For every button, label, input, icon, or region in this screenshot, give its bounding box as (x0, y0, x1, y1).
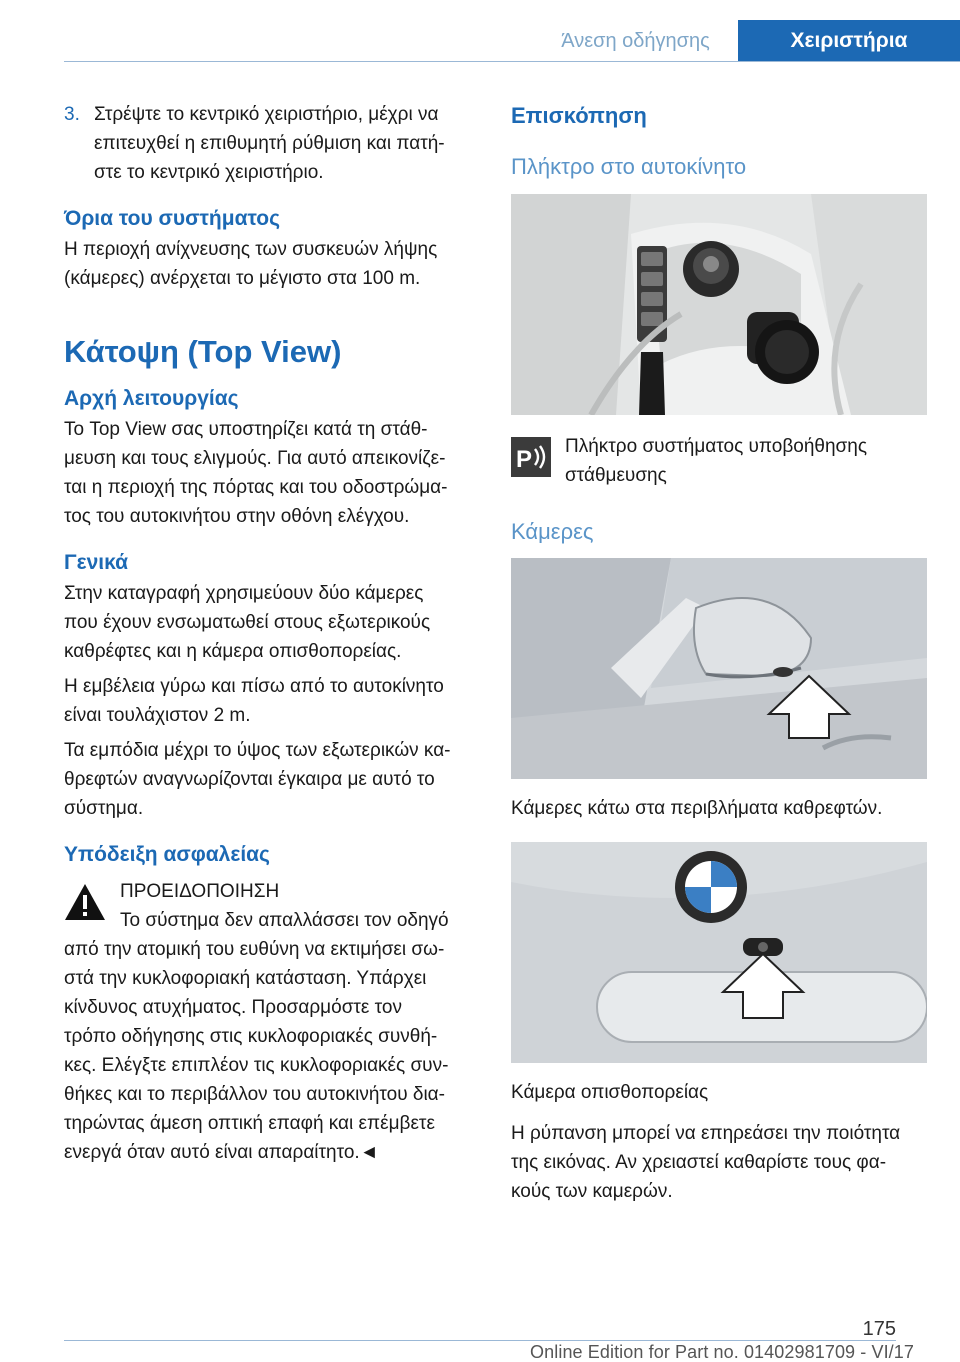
button-heading: Πλήκτρο στο αυτοκίνητο (511, 154, 747, 179)
step-line: στε το κεντρικό χειριστήριο. (94, 162, 324, 183)
general-line: είναι τουλάχιστον 2 m. (64, 705, 251, 726)
general-line: καθρέφτες και η κάμερα οπισθοπορείας. (64, 641, 402, 662)
general-line: Στην καταγραφή χρησιμεύουν δύο κάμερες (64, 583, 424, 604)
rear-caption: Κάμερα οπισθοπορείας (511, 1082, 709, 1103)
warning-line: ενεργά όταν αυτό είναι απαραίτητο.◄ (64, 1142, 379, 1163)
warning-block (64, 877, 476, 1167)
dirt-line: κούς των καμερών. (511, 1181, 673, 1202)
mirror-camera-photo (511, 558, 927, 779)
warning-line: θήκες και το περιβάλλον του αυτοκινήτου δια- (64, 1084, 445, 1105)
overview-heading: Επισκόπηση (511, 103, 647, 128)
left-column (64, 100, 476, 1167)
button-caption-line: Πλήκτρο συστήματος υποβοήθησης (565, 436, 867, 457)
topview-heading: Κάτοψη (Top View) (64, 334, 342, 369)
step-line: επιτευχθεί η επιθυμητή ρύθμιση και πατή- (94, 133, 445, 154)
edition-label: Online Edition for Part no. 01402981709 - VI/17 (530, 1342, 914, 1362)
safety-heading: Υπόδειξη ασφαλείας (64, 843, 270, 866)
mirror-caption: Κάμερες κάτω στα περιβλήματα καθρεφτών. (511, 798, 883, 819)
console-photo (511, 194, 927, 415)
button-caption-line: στάθμευσης (565, 465, 667, 486)
park-assist-button-icon (511, 437, 551, 477)
limits-line: (κάμερες) ανέρχεται το μέγιστο στα 100 m. (64, 268, 421, 289)
page-number: 175 (862, 1318, 896, 1340)
dirt-line: της εικόνας. Αν χρειαστεί καθαρίστε τους φα- (511, 1152, 887, 1173)
warning-line: στά την κυκλοφοριακή κατάσταση. Υπάρχει (64, 968, 427, 989)
warning-line: κες. Ελέγξτε επιπλέον τις κυκλοφοριακές συν- (64, 1055, 449, 1076)
rear-camera-photo (511, 842, 927, 1063)
principle-line: Το Top View σας υποστηρίζει κατά τη στάθ- (64, 419, 428, 440)
step-item (64, 100, 476, 187)
limits-heading: Όρια του συστήματος (64, 207, 281, 230)
principle-line: τος του αυτοκινήτου στην οθόνη ελέγχου. (64, 506, 410, 527)
principle-line: μευση και τους ελιγμούς. Για αυτό απεικονίζε- (64, 448, 446, 469)
header-divider (64, 61, 960, 62)
warning-triangle-icon (64, 883, 106, 921)
header-tabs (533, 20, 960, 62)
general-line: Η εμβέλεια γύρω και πίσω από το αυτοκίνητο (64, 676, 444, 697)
cameras-heading: Κάμερες (511, 519, 594, 544)
step-number: 3. (64, 104, 80, 125)
general-line: Τα εμπόδια μέχρι το ύψος των εξωτερικών κα- (64, 740, 451, 761)
footer-divider (64, 1340, 896, 1341)
warning-line: τρόπο οδήγησης στις κυκλοφοριακές συνθή- (64, 1026, 438, 1047)
tab-section[interactable]: Άνεση οδήγησης (533, 20, 738, 62)
tab-active[interactable]: Χειριστήρια (738, 20, 960, 62)
warning-line: από την ατομική του ευθύνη να εκτιμήσει σω- (64, 939, 445, 960)
general-line: θρεφτών αναγνωρίζονται έγκαιρα με αυτό το (64, 769, 435, 790)
general-heading: Γενικά (64, 551, 129, 574)
principle-heading: Αρχή λειτουργίας (64, 387, 239, 410)
step-line: Στρέψτε το κεντρικό χειριστήριο, μέχρι να (94, 104, 439, 125)
warning-line: τηρώντας άμεση οπτική επαφή και επέμβετε (64, 1113, 435, 1134)
general-line: που έχουν ενσωματωθεί στους εξωτερικούς (64, 612, 431, 633)
warning-line: κίνδυνος ατυχήματος. Προσαρμόστε τον (64, 997, 402, 1018)
dirt-line: Η ρύπανση μπορεί να επηρεάσει την ποιότητα (511, 1123, 901, 1144)
principle-line: ται η περιοχή της πόρτας και του οδοστρώμα- (64, 477, 448, 498)
general-line: σύστημα. (64, 798, 144, 819)
warning-title: ΠΡΟΕΙΔΟΠΟΙΗΣΗ (120, 881, 280, 902)
warning-line: Το σύστημα δεν απαλλάσσει τον οδηγό (120, 910, 449, 931)
limits-line: Η περιοχή ανίχνευσης των συσκευών λήψης (64, 239, 438, 260)
svg-text:P: P (516, 446, 533, 473)
